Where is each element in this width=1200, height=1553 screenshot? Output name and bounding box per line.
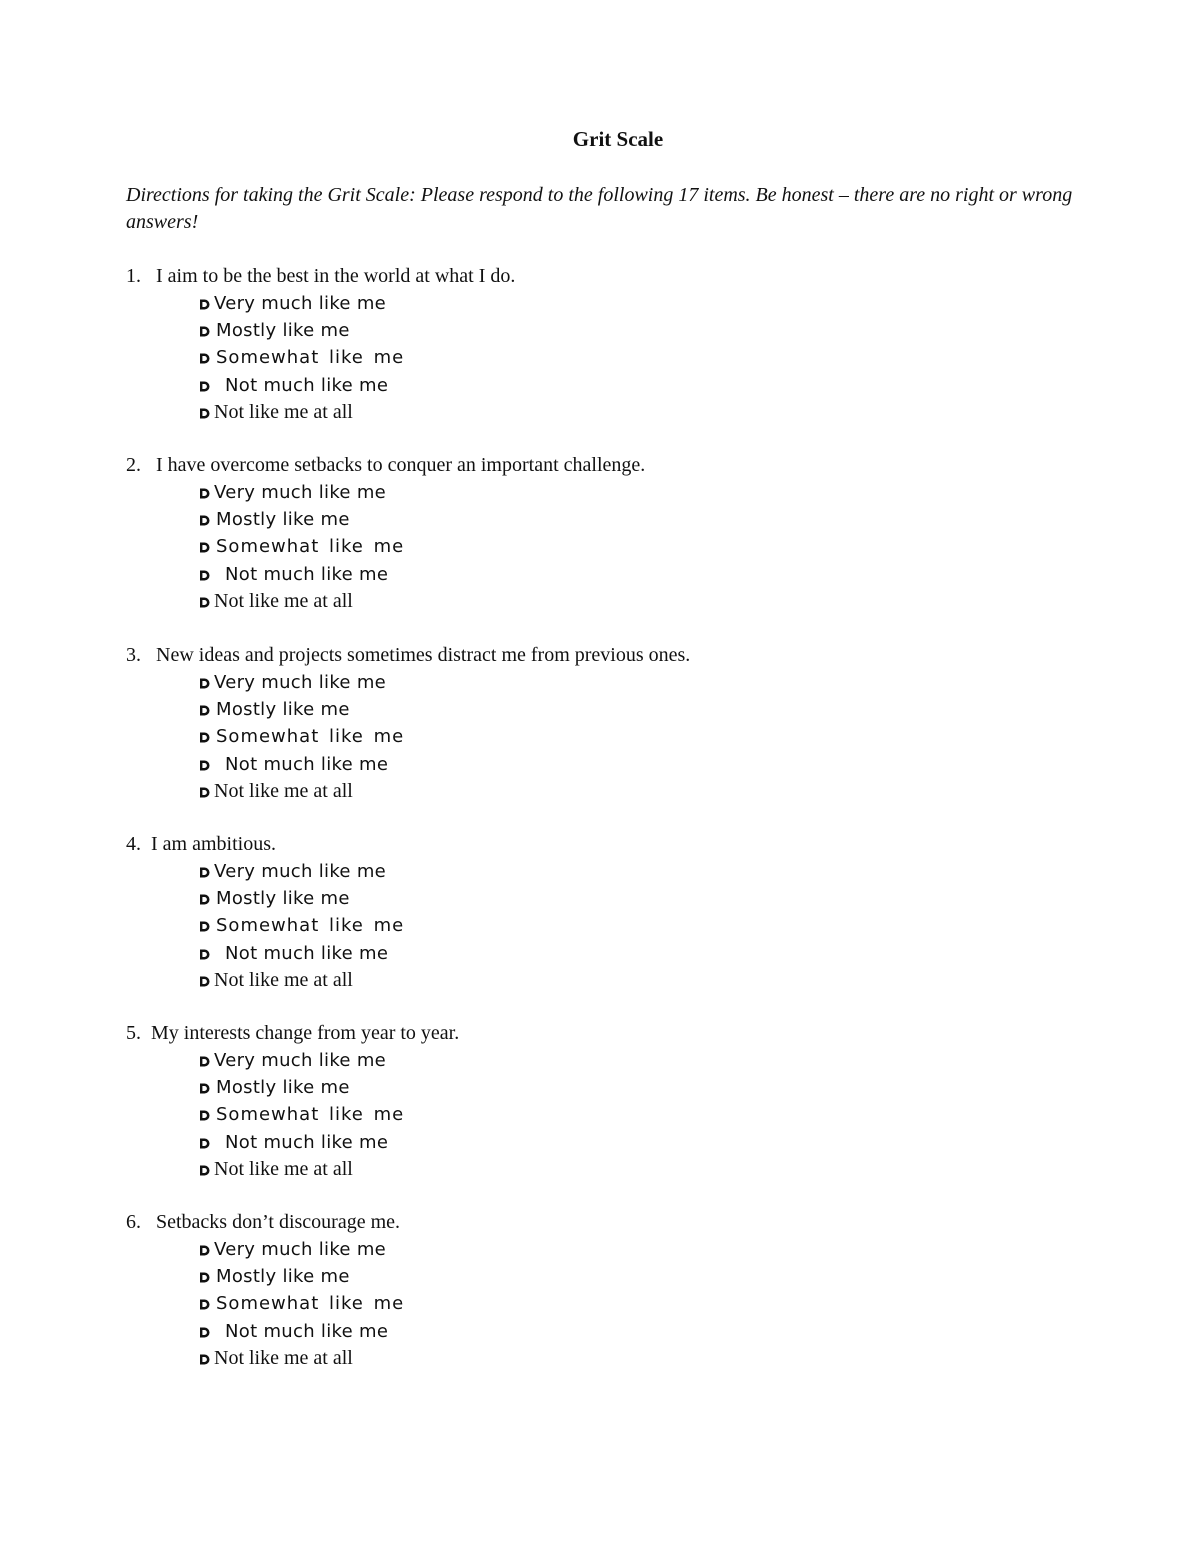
question-number: 6.: [126, 1211, 141, 1233]
question-number: 2.: [126, 454, 141, 476]
answer-option-label: Mostly like me: [216, 699, 350, 721]
radio-bullet-icon[interactable]: [199, 678, 210, 689]
answer-option[interactable]: [126, 1074, 1126, 1101]
answer-option[interactable]: [126, 858, 1126, 885]
answer-option[interactable]: [126, 1047, 1126, 1074]
radio-bullet-icon[interactable]: [199, 867, 210, 878]
radio-bullet-icon[interactable]: [199, 705, 210, 716]
answer-option[interactable]: [126, 1129, 1126, 1156]
question-text: New ideas and projects sometimes distract me from previous ones.: [156, 644, 691, 666]
question-text: I am ambitious.: [151, 833, 276, 855]
question-item: [126, 831, 1126, 994]
answer-option-label: Somewhat like me: [216, 1104, 405, 1126]
question-text: My interests change from year to year.: [151, 1022, 460, 1044]
radio-bullet-icon[interactable]: [199, 1083, 210, 1094]
radio-bullet-icon[interactable]: [199, 542, 210, 553]
answer-option-label: Mostly like me: [216, 320, 350, 342]
answer-option[interactable]: [126, 696, 1126, 723]
question-line: [126, 263, 1126, 290]
radio-bullet-icon[interactable]: [199, 1165, 210, 1176]
radio-bullet-icon[interactable]: [199, 597, 210, 608]
answer-option-label: Not like me at all: [214, 1346, 353, 1369]
question-item: [126, 1020, 1126, 1183]
answer-option[interactable]: [126, 1290, 1126, 1317]
radio-bullet-icon[interactable]: [199, 787, 210, 798]
answer-option[interactable]: [126, 1345, 1126, 1372]
answer-option-label: Mostly like me: [216, 1266, 350, 1288]
question-line: [126, 452, 1126, 479]
answer-option[interactable]: [126, 290, 1126, 317]
answer-option[interactable]: [126, 479, 1126, 506]
answer-option[interactable]: [126, 561, 1126, 588]
radio-bullet-icon[interactable]: [199, 894, 210, 905]
answer-option[interactable]: [126, 723, 1126, 750]
answer-option-label: Not like me at all: [214, 968, 353, 991]
radio-bullet-icon[interactable]: [199, 976, 210, 987]
answer-option-label: Somewhat like me: [216, 1293, 405, 1315]
answer-option[interactable]: [126, 399, 1126, 426]
radio-bullet-icon[interactable]: [199, 1327, 210, 1338]
radio-bullet-icon[interactable]: [199, 488, 210, 499]
question-number: 4.: [126, 833, 141, 855]
radio-bullet-icon[interactable]: [199, 1354, 210, 1365]
page-title: Grit Scale: [572, 127, 664, 151]
radio-bullet-icon[interactable]: [199, 1056, 210, 1067]
answer-option-label: Very much like me: [214, 861, 387, 882]
radio-bullet-icon[interactable]: [199, 408, 210, 419]
answer-option[interactable]: [126, 1156, 1126, 1183]
question-line: [126, 1209, 1126, 1236]
radio-bullet-icon[interactable]: [199, 949, 210, 960]
answer-option-label: Not much like me: [225, 1320, 389, 1342]
answer-option[interactable]: [126, 317, 1126, 344]
question-number: 3.: [126, 644, 141, 666]
answer-option-label: Not like me at all: [214, 400, 353, 423]
answer-option-label: Not like me at all: [214, 589, 353, 612]
answer-option[interactable]: [126, 912, 1126, 939]
answer-option-label: Mostly like me: [216, 888, 350, 910]
answer-option[interactable]: [126, 588, 1126, 615]
radio-bullet-icon[interactable]: [199, 326, 210, 337]
answer-option[interactable]: [126, 669, 1126, 696]
question-item: [126, 452, 1126, 615]
directions-text: Directions for taking the Grit Scale: Please respond to the following 17 items. Be honest – there are no right or wrong answers!: [126, 184, 1073, 233]
radio-bullet-icon[interactable]: [199, 299, 210, 310]
answer-option-label: Somewhat like me: [216, 915, 405, 937]
radio-bullet-icon[interactable]: [199, 570, 210, 581]
radio-bullet-icon[interactable]: [199, 760, 210, 771]
radio-bullet-icon[interactable]: [199, 1110, 210, 1121]
answer-option-label: Not much like me: [225, 753, 389, 775]
answer-option-label: Mostly like me: [216, 509, 350, 531]
radio-bullet-icon[interactable]: [199, 353, 210, 364]
answer-option[interactable]: [126, 751, 1126, 778]
answer-option-label: Not like me at all: [214, 779, 353, 802]
answer-option-label: Not much like me: [225, 374, 389, 396]
answer-option-label: Not much like me: [225, 942, 389, 964]
answer-option-label: Mostly like me: [216, 1077, 350, 1099]
radio-bullet-icon[interactable]: [199, 381, 210, 392]
question-item: [126, 642, 1126, 805]
answer-option-label: Somewhat like me: [216, 347, 405, 369]
radio-bullet-icon[interactable]: [199, 1272, 210, 1283]
question-line: [126, 1020, 1126, 1047]
question-text: Setbacks don’t discourage me.: [156, 1211, 401, 1233]
answer-option[interactable]: [126, 344, 1126, 371]
answer-option[interactable]: [126, 1263, 1126, 1290]
answer-option-label: Not like me at all: [214, 1157, 353, 1180]
answer-option-label: Not much like me: [225, 563, 389, 585]
question-text: I have overcome setbacks to conquer an important challenge.: [156, 454, 646, 476]
answer-option[interactable]: [126, 1101, 1126, 1128]
answer-option[interactable]: [126, 940, 1126, 967]
answer-option-label: Very much like me: [214, 1239, 387, 1260]
answer-option-label: Very much like me: [214, 293, 387, 314]
radio-bullet-icon[interactable]: [199, 515, 210, 526]
answer-option[interactable]: [126, 372, 1126, 399]
question-line: [126, 642, 1126, 669]
question-number: 5.: [126, 1022, 141, 1044]
radio-bullet-icon[interactable]: [199, 1138, 210, 1149]
answer-option[interactable]: [126, 778, 1126, 805]
question-line: [126, 831, 1126, 858]
radio-bullet-icon[interactable]: [199, 732, 210, 743]
answer-option[interactable]: [126, 1318, 1126, 1345]
answer-option[interactable]: [126, 885, 1126, 912]
radio-bullet-icon[interactable]: [199, 1299, 210, 1310]
answer-option[interactable]: [126, 506, 1126, 533]
answer-option-label: Very much like me: [214, 672, 387, 693]
answer-option-label: Not much like me: [225, 1131, 389, 1153]
question-item: [126, 1209, 1126, 1372]
answer-option-label: Very much like me: [214, 482, 387, 503]
question-number: 1.: [126, 265, 141, 287]
answer-option[interactable]: [126, 967, 1126, 994]
answer-option-label: Somewhat like me: [216, 536, 405, 558]
answer-option-label: Very much like me: [214, 1050, 387, 1071]
question-item: [126, 263, 1126, 426]
answer-option[interactable]: [126, 533, 1126, 560]
radio-bullet-icon[interactable]: [199, 1245, 210, 1256]
answer-option[interactable]: [126, 1236, 1126, 1263]
answer-option-label: Somewhat like me: [216, 726, 405, 748]
radio-bullet-icon[interactable]: [199, 921, 210, 932]
question-text: I aim to be the best in the world at what I do.: [156, 265, 516, 287]
